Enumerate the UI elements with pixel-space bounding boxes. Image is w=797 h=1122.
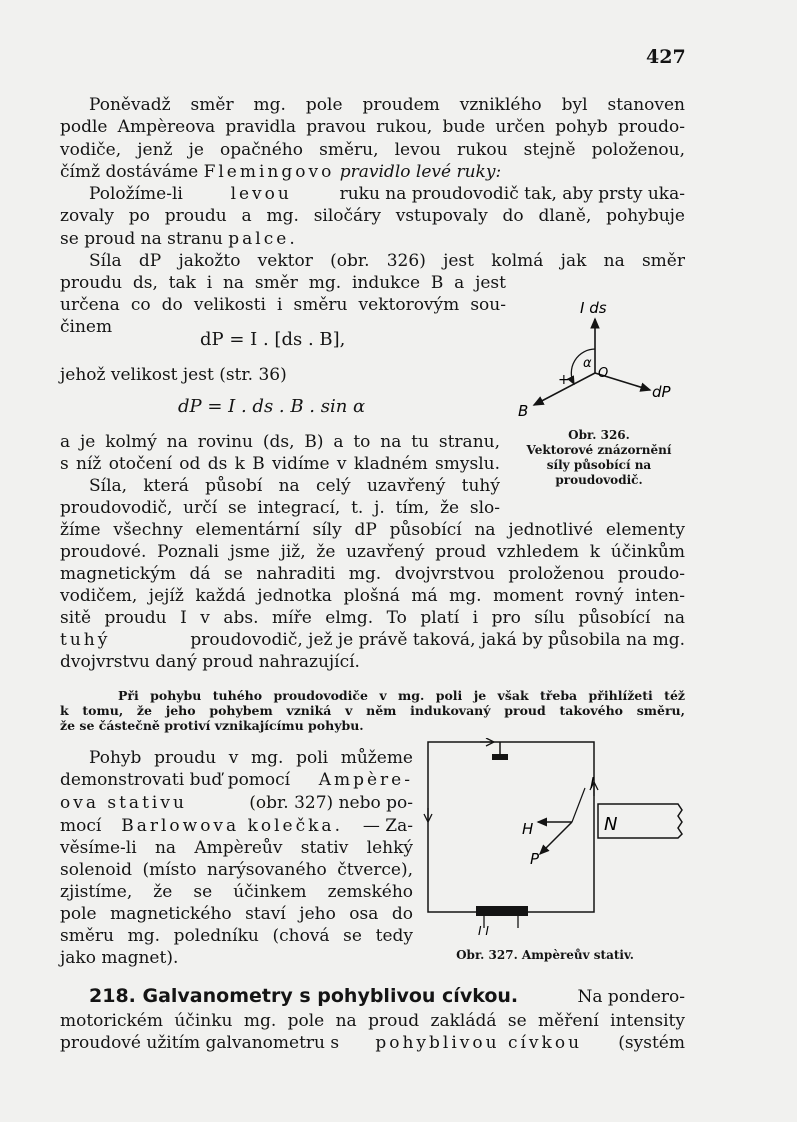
text-line: [60, 793, 413, 813]
text-line: určena co do velikosti i směru vektorovým sou-: [60, 295, 506, 315]
text-line: zjistíme, že se účinkem zemského: [60, 882, 413, 902]
note-line: že se částečně protiví vznikajícímu pohybu.: [60, 718, 364, 733]
label-feet: I I: [478, 924, 489, 938]
text-line: jako magnet).: [60, 948, 179, 968]
mercury-cups: [476, 906, 528, 916]
text-span: Na pondero-: [577, 987, 685, 1007]
text-line: sitě proudu I v abs. míře elmg. To platí i pro sílu působící na: [60, 608, 685, 628]
note-line: k tomu, že jeho pohybem vzniká v něm indukovaný proud takového směru,: [60, 703, 685, 718]
text-span: proudové užitím galvanometru s: [60, 1033, 340, 1053]
vector-i-line: [572, 788, 585, 822]
text-line: a je kolmý na rovinu (ds, B) a to na tu stranu,: [60, 432, 500, 452]
text-line: s níž otočení od ds k B vidíme v kladném smyslu.: [60, 454, 500, 474]
text-span: Položíme-li: [89, 184, 183, 204]
text-line: solenoid (místo narýsovaného čtverce),: [60, 860, 413, 880]
text-span: čímž dostáváme: [60, 162, 199, 182]
spaced-text: Flemingovo: [203, 162, 335, 182]
label-n: N: [604, 814, 618, 835]
text-line: jehož velikost jest (str. 36): [60, 365, 287, 385]
text-line: dvojvrstvu daný proud nahrazující.: [60, 652, 360, 672]
caption-line: síly působící na: [546, 458, 652, 472]
spaced-text: Ampère-: [318, 770, 413, 790]
text-line: žíme všechny elementární síly dP působící na jednotlivé elementy: [60, 520, 685, 540]
spaced-text: levou: [230, 184, 292, 204]
text-span: (systém: [618, 1033, 685, 1053]
text-line: [60, 162, 501, 182]
text-line: [60, 630, 685, 650]
text-span: mocí: [60, 816, 102, 836]
text-span: ruku na proudovodič tak, aby prsty uka-: [339, 184, 685, 204]
text-line: Síla dP jakožto vektor (obr. 326) jest kolmá jak na směr: [89, 251, 685, 271]
spaced-text: palce.: [228, 229, 298, 249]
caption-line: proudovodič.: [555, 473, 643, 487]
label-h: H: [522, 820, 534, 838]
text-line: Pohyb proudu v mg. poli můžeme: [89, 748, 413, 768]
text-line: směru mg. poledníku (chová se tedy: [60, 926, 413, 946]
figure-327-caption: Obr. 327. Ampèreův stativ.: [456, 948, 634, 962]
figure-327-ampere-stand: [420, 738, 692, 938]
text-line: proudu ds, tak i na směr mg. indukce B a jest: [60, 273, 506, 293]
text-line: vodiče, jenž je opačného směru, levou rukou stejně položenou,: [60, 140, 685, 160]
spaced-text: Barlowova kolečka.: [121, 816, 343, 836]
text-span: demonstrovati buď pomocí: [60, 770, 291, 790]
text-line: [60, 770, 413, 790]
current-arrow-top: [480, 738, 494, 746]
figure-326-vector-diagram: [510, 285, 690, 425]
label-plus: +: [558, 372, 570, 388]
text-span: — Za-: [362, 816, 413, 836]
spaced-text: pohyblivou cívkou: [375, 1033, 583, 1053]
label-ds: I ds: [580, 299, 607, 317]
text-span: proudovodič, jež je právě taková, jaká by působila na mg.: [190, 630, 685, 650]
vector-p-arrow: [540, 822, 572, 854]
caption-number: Obr. 326.: [568, 428, 630, 442]
italic-text: pravidlo levé ruky:: [339, 162, 502, 182]
page-number: 427: [646, 46, 686, 68]
text-line: [60, 1033, 685, 1053]
spaced-text: tuhý: [60, 630, 111, 650]
text-line: Poněvadž směr mg. pole proudem vzniklého byl stanoven: [89, 95, 685, 115]
section-title: 218. Galvanometry s pohyblivou cívkou.: [89, 985, 519, 1007]
wire-frame: [428, 742, 594, 912]
text-line: motorickém účinku mg. pole na proud zakládá se měření intensity: [60, 1011, 685, 1031]
label-p: P: [530, 850, 540, 868]
text-line: [60, 816, 413, 836]
text-line: zovaly po proudu a mg. siločáry vstupovaly do dlaně, pohybuje: [60, 206, 685, 226]
equation-vector-product: dP = I . [ds . B],: [200, 329, 346, 350]
section-heading-line: [89, 986, 685, 1007]
current-arrow-left: [424, 808, 432, 822]
note-line: Při pohybu tuhého proudovodiče v mg. poli je však třeba přihlížeti též: [118, 688, 685, 703]
text-line: pole magnetického staví jeho osa do: [60, 904, 413, 924]
text-line: [60, 229, 298, 249]
text-line: [89, 184, 685, 204]
text-span: (obr. 327) nebo po-: [249, 793, 413, 813]
text-line: vodičem, jejíž každá jednotka plošná má mg. moment rovný inten-: [60, 586, 685, 606]
equation-magnitude: dP = I . ds . B . sin α: [178, 396, 366, 417]
label-alpha: α: [583, 356, 592, 371]
text-line: proudové. Poznali jsme již, že uzavřený proud vzhledem k účinkům: [60, 542, 685, 562]
figure-326-caption: [508, 428, 690, 488]
text-line: podle Ampèreova pravidla pravou rukou, bude určen pohyb proudo-: [60, 117, 685, 137]
text-line: Síla, která působí na celý uzavřený tuhý: [89, 476, 500, 496]
label-i: I: [590, 774, 595, 792]
label-b: B: [518, 402, 529, 420]
label-o: O: [598, 366, 609, 381]
text-line: magnetickým dá se nahraditi mg. dvojvrstvou proloženou proudo-: [60, 564, 685, 584]
label-dp: dP: [652, 383, 671, 401]
text-line: věsíme-li na Ampèreův stativ lehký: [60, 838, 413, 858]
text-line: činem: [60, 317, 113, 337]
text-span: se proud na stranu: [60, 229, 223, 249]
spaced-text: ova stativu: [60, 793, 187, 813]
text-line: proudovodič, určí se integrací, t. j. tím, že slo-: [60, 498, 500, 518]
caption-line: Vektorové znázornění: [526, 443, 672, 457]
suspension-point: [492, 754, 508, 760]
